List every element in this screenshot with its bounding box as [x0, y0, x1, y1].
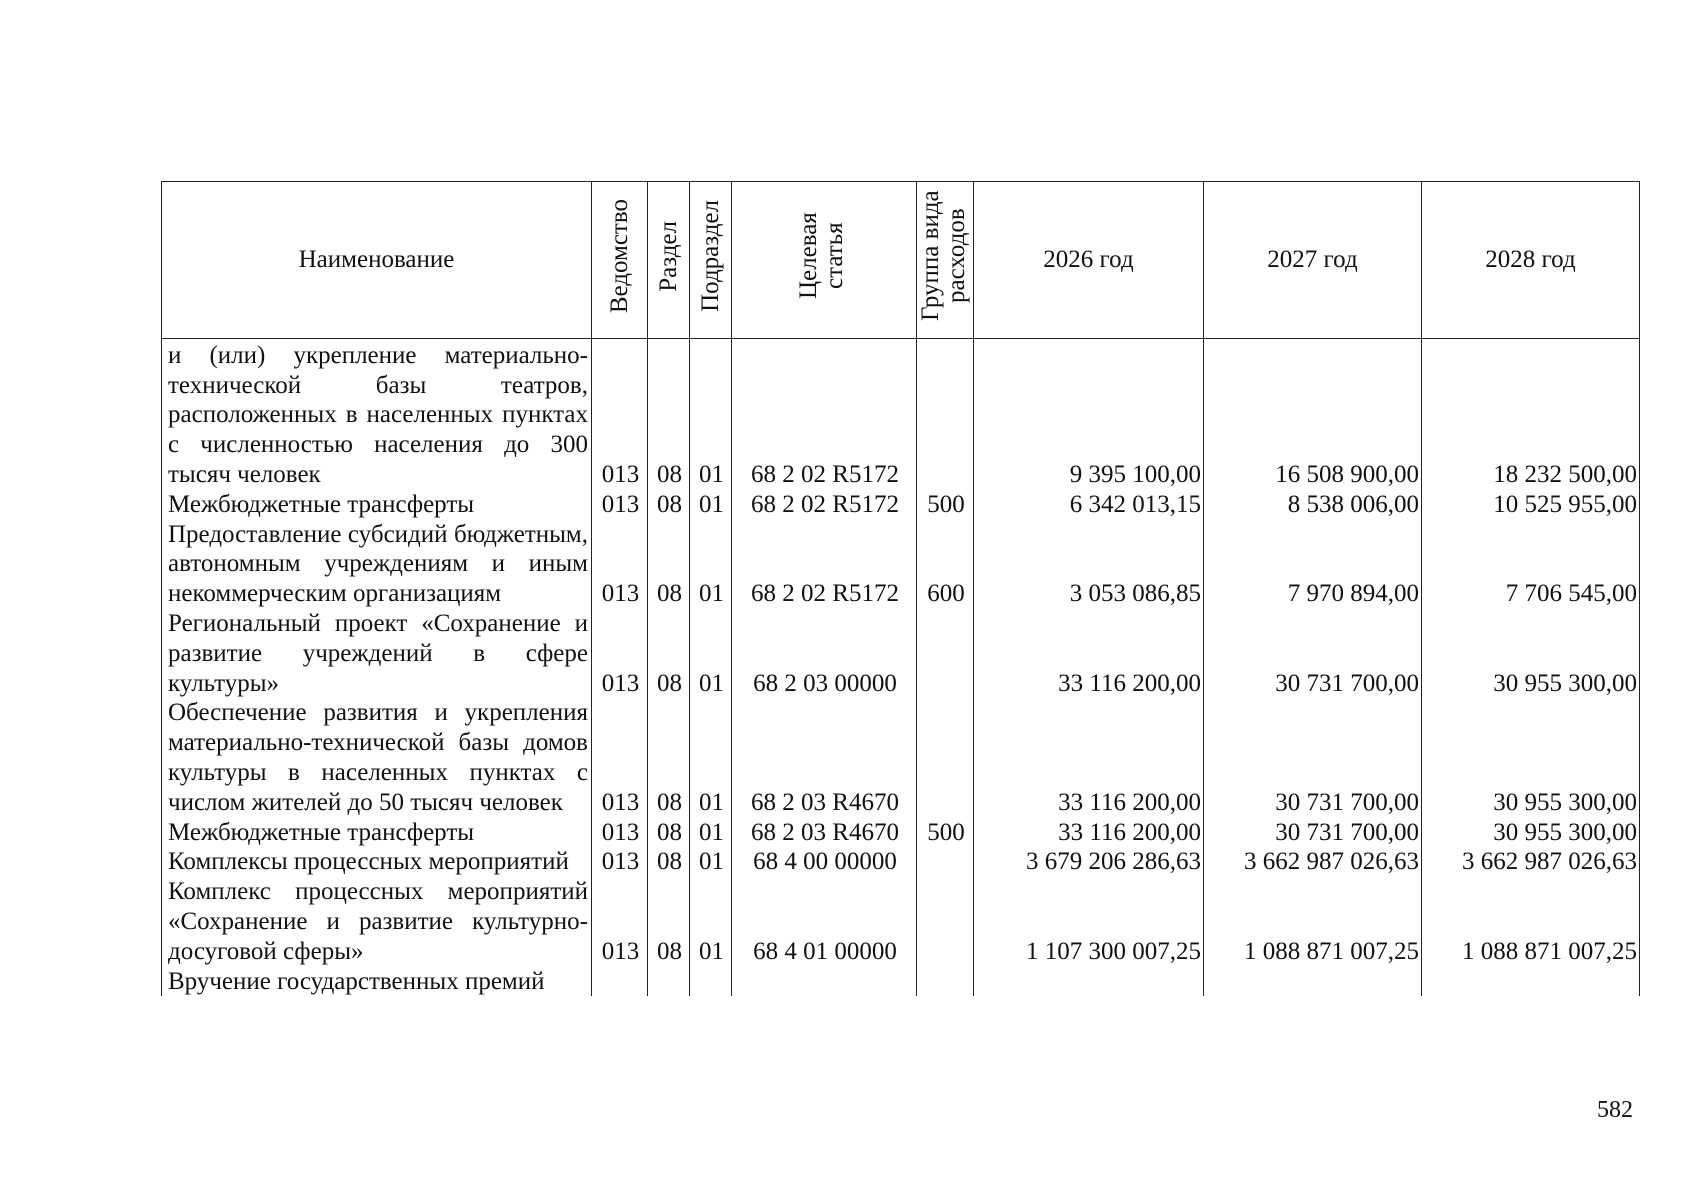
- table-row: [162, 698, 1640, 817]
- table-row: [162, 967, 1640, 997]
- cell-name: Межбюджетные трансферты: [162, 490, 592, 520]
- cell-year-2027: 3 662 987 026,63: [1204, 847, 1422, 877]
- cell-year-2028: 7 706 545,00: [1422, 520, 1640, 609]
- cell-gruppa: [917, 338, 974, 489]
- cell-year-2027: 7 970 894,00: [1204, 520, 1422, 609]
- cell-razdel: [648, 967, 690, 997]
- cell-razdel: 08: [648, 818, 690, 848]
- cell-podrazdel: 01: [690, 847, 732, 877]
- table-row: [162, 338, 1640, 489]
- cell-celevaya-statya: 68 2 03 R4670: [732, 698, 917, 817]
- cell-celevaya-statya: [732, 967, 917, 997]
- cell-vedomstvo: 013: [592, 609, 648, 698]
- cell-year-2026: 33 116 200,00: [974, 818, 1204, 848]
- cell-podrazdel: 01: [690, 877, 732, 966]
- cell-celevaya-statya: 68 2 03 R4670: [732, 818, 917, 848]
- table-row: [162, 877, 1640, 966]
- cell-year-2026: 9 395 100,00: [974, 338, 1204, 489]
- cell-vedomstvo: [592, 967, 648, 997]
- table-row: [162, 490, 1640, 520]
- cell-podrazdel: 01: [690, 698, 732, 817]
- header-name-label: Наименование: [298, 246, 455, 273]
- cell-gruppa: [917, 698, 974, 817]
- cell-vedomstvo: 013: [592, 490, 648, 520]
- cell-year-2027: 8 538 006,00: [1204, 490, 1422, 520]
- header-name: [162, 182, 592, 339]
- cell-celevaya-statya: 68 2 02 R5172: [732, 520, 917, 609]
- header-gruppa-vida-rashodov: [917, 182, 974, 339]
- header-year-2028-label: 2028 год: [1485, 246, 1576, 273]
- cell-year-2026: 6 342 013,15: [974, 490, 1204, 520]
- cell-gruppa: 500: [917, 818, 974, 848]
- cell-razdel: 08: [648, 847, 690, 877]
- header-razdel: [648, 182, 690, 339]
- cell-year-2026: 1 107 300 007,25: [974, 877, 1204, 966]
- cell-year-2028: 1 088 871 007,25: [1422, 877, 1640, 966]
- cell-year-2027: 30 731 700,00: [1204, 698, 1422, 817]
- cell-year-2027: 30 731 700,00: [1204, 818, 1422, 848]
- header-vedomstvo: [592, 182, 648, 339]
- cell-gruppa: [917, 847, 974, 877]
- header-year-2026: [974, 182, 1204, 339]
- cell-celevaya-statya: 68 2 02 R5172: [732, 338, 917, 489]
- cell-year-2028: 30 955 300,00: [1422, 609, 1640, 698]
- cell-podrazdel: 01: [690, 609, 732, 698]
- cell-celevaya-statya: 68 4 00 00000: [732, 847, 917, 877]
- header-podrazdel: [690, 182, 732, 339]
- cell-celevaya-statya: 68 2 03 00000: [732, 609, 917, 698]
- cell-year-2028: 3 662 987 026,63: [1422, 847, 1640, 877]
- cell-gruppa: [917, 877, 974, 966]
- table-row: [162, 609, 1640, 698]
- cell-podrazdel: [690, 967, 732, 997]
- table-body: [162, 338, 1640, 996]
- cell-razdel: 08: [648, 520, 690, 609]
- cell-year-2028: [1422, 967, 1640, 997]
- cell-podrazdel: 01: [690, 818, 732, 848]
- cell-vedomstvo: 013: [592, 877, 648, 966]
- cell-razdel: 08: [648, 338, 690, 489]
- table-header-row: [162, 182, 1640, 339]
- cell-razdel: 08: [648, 877, 690, 966]
- header-podrazdel-label: Подраздел: [696, 200, 724, 312]
- cell-gruppa: 500: [917, 490, 974, 520]
- cell-year-2026: 33 116 200,00: [974, 698, 1204, 817]
- table-row: [162, 847, 1640, 877]
- header-gruppa-label: Группа вида расходов: [917, 190, 970, 322]
- page-number: 582: [1597, 1097, 1633, 1123]
- header-year-2027: [1204, 182, 1422, 339]
- cell-gruppa: 600: [917, 520, 974, 609]
- cell-year-2027: [1204, 967, 1422, 997]
- cell-vedomstvo: 013: [592, 818, 648, 848]
- cell-razdel: 08: [648, 609, 690, 698]
- cell-year-2028: 18 232 500,00: [1422, 338, 1640, 489]
- cell-name: Региональный проект «Сохранение и развитие учреждений в сфере культуры»: [162, 609, 592, 698]
- cell-name: Предоставление субсидий бюджетным, автономным учреждениям и иным некоммерческим организациям: [162, 520, 592, 609]
- cell-name: Комплексы процессных мероприятий: [162, 847, 592, 877]
- header-year-2026-label: 2026 год: [1043, 246, 1134, 273]
- cell-year-2026: 3 679 206 286,63: [974, 847, 1204, 877]
- header-year-2028: [1422, 182, 1640, 339]
- cell-name: Межбюджетные трансферты: [162, 818, 592, 848]
- header-vedomstvo-label: Ведомство: [605, 198, 633, 314]
- cell-year-2028: 30 955 300,00: [1422, 698, 1640, 817]
- cell-gruppa: [917, 609, 974, 698]
- budget-table-container: [161, 181, 1640, 996]
- cell-podrazdel: 01: [690, 338, 732, 489]
- cell-name: Обеспечение развития и укрепления материально-технической базы домов культуры в населенных пунктах с числом жителей до 50 тысяч человек: [162, 698, 592, 817]
- header-celevaya-statya-label: Целевая статья: [795, 212, 848, 300]
- table-row: [162, 520, 1640, 609]
- cell-podrazdel: 01: [690, 490, 732, 520]
- cell-year-2027: 30 731 700,00: [1204, 609, 1422, 698]
- cell-razdel: 08: [648, 698, 690, 817]
- cell-celevaya-statya: 68 2 02 R5172: [732, 490, 917, 520]
- cell-year-2028: 10 525 955,00: [1422, 490, 1640, 520]
- cell-name: Вручение государственных премий: [162, 967, 592, 997]
- cell-name: и (или) укрепление материально-технической базы театров, расположенных в населенных пунктах с численностью населения до 300 тысяч человек: [162, 338, 592, 489]
- budget-table: [161, 181, 1640, 996]
- cell-vedomstvo: 013: [592, 698, 648, 817]
- cell-name: Комплекс процессных мероприятий «Сохранение и развитие культурно-досуговой сферы»: [162, 877, 592, 966]
- cell-razdel: 08: [648, 490, 690, 520]
- header-razdel-label: Раздел: [654, 220, 682, 292]
- cell-year-2028: 30 955 300,00: [1422, 818, 1640, 848]
- cell-celevaya-statya: 68 4 01 00000: [732, 877, 917, 966]
- header-year-2027-label: 2027 год: [1267, 246, 1358, 273]
- cell-year-2027: 16 508 900,00: [1204, 338, 1422, 489]
- cell-year-2026: [974, 967, 1204, 997]
- cell-vedomstvo: 013: [592, 520, 648, 609]
- cell-year-2026: 3 053 086,85: [974, 520, 1204, 609]
- cell-vedomstvo: 013: [592, 847, 648, 877]
- cell-year-2027: 1 088 871 007,25: [1204, 877, 1422, 966]
- cell-vedomstvo: 013: [592, 338, 648, 489]
- header-celevaya-statya: [732, 182, 917, 339]
- cell-year-2026: 33 116 200,00: [974, 609, 1204, 698]
- cell-podrazdel: 01: [690, 520, 732, 609]
- cell-gruppa: [917, 967, 974, 997]
- table-row: [162, 818, 1640, 848]
